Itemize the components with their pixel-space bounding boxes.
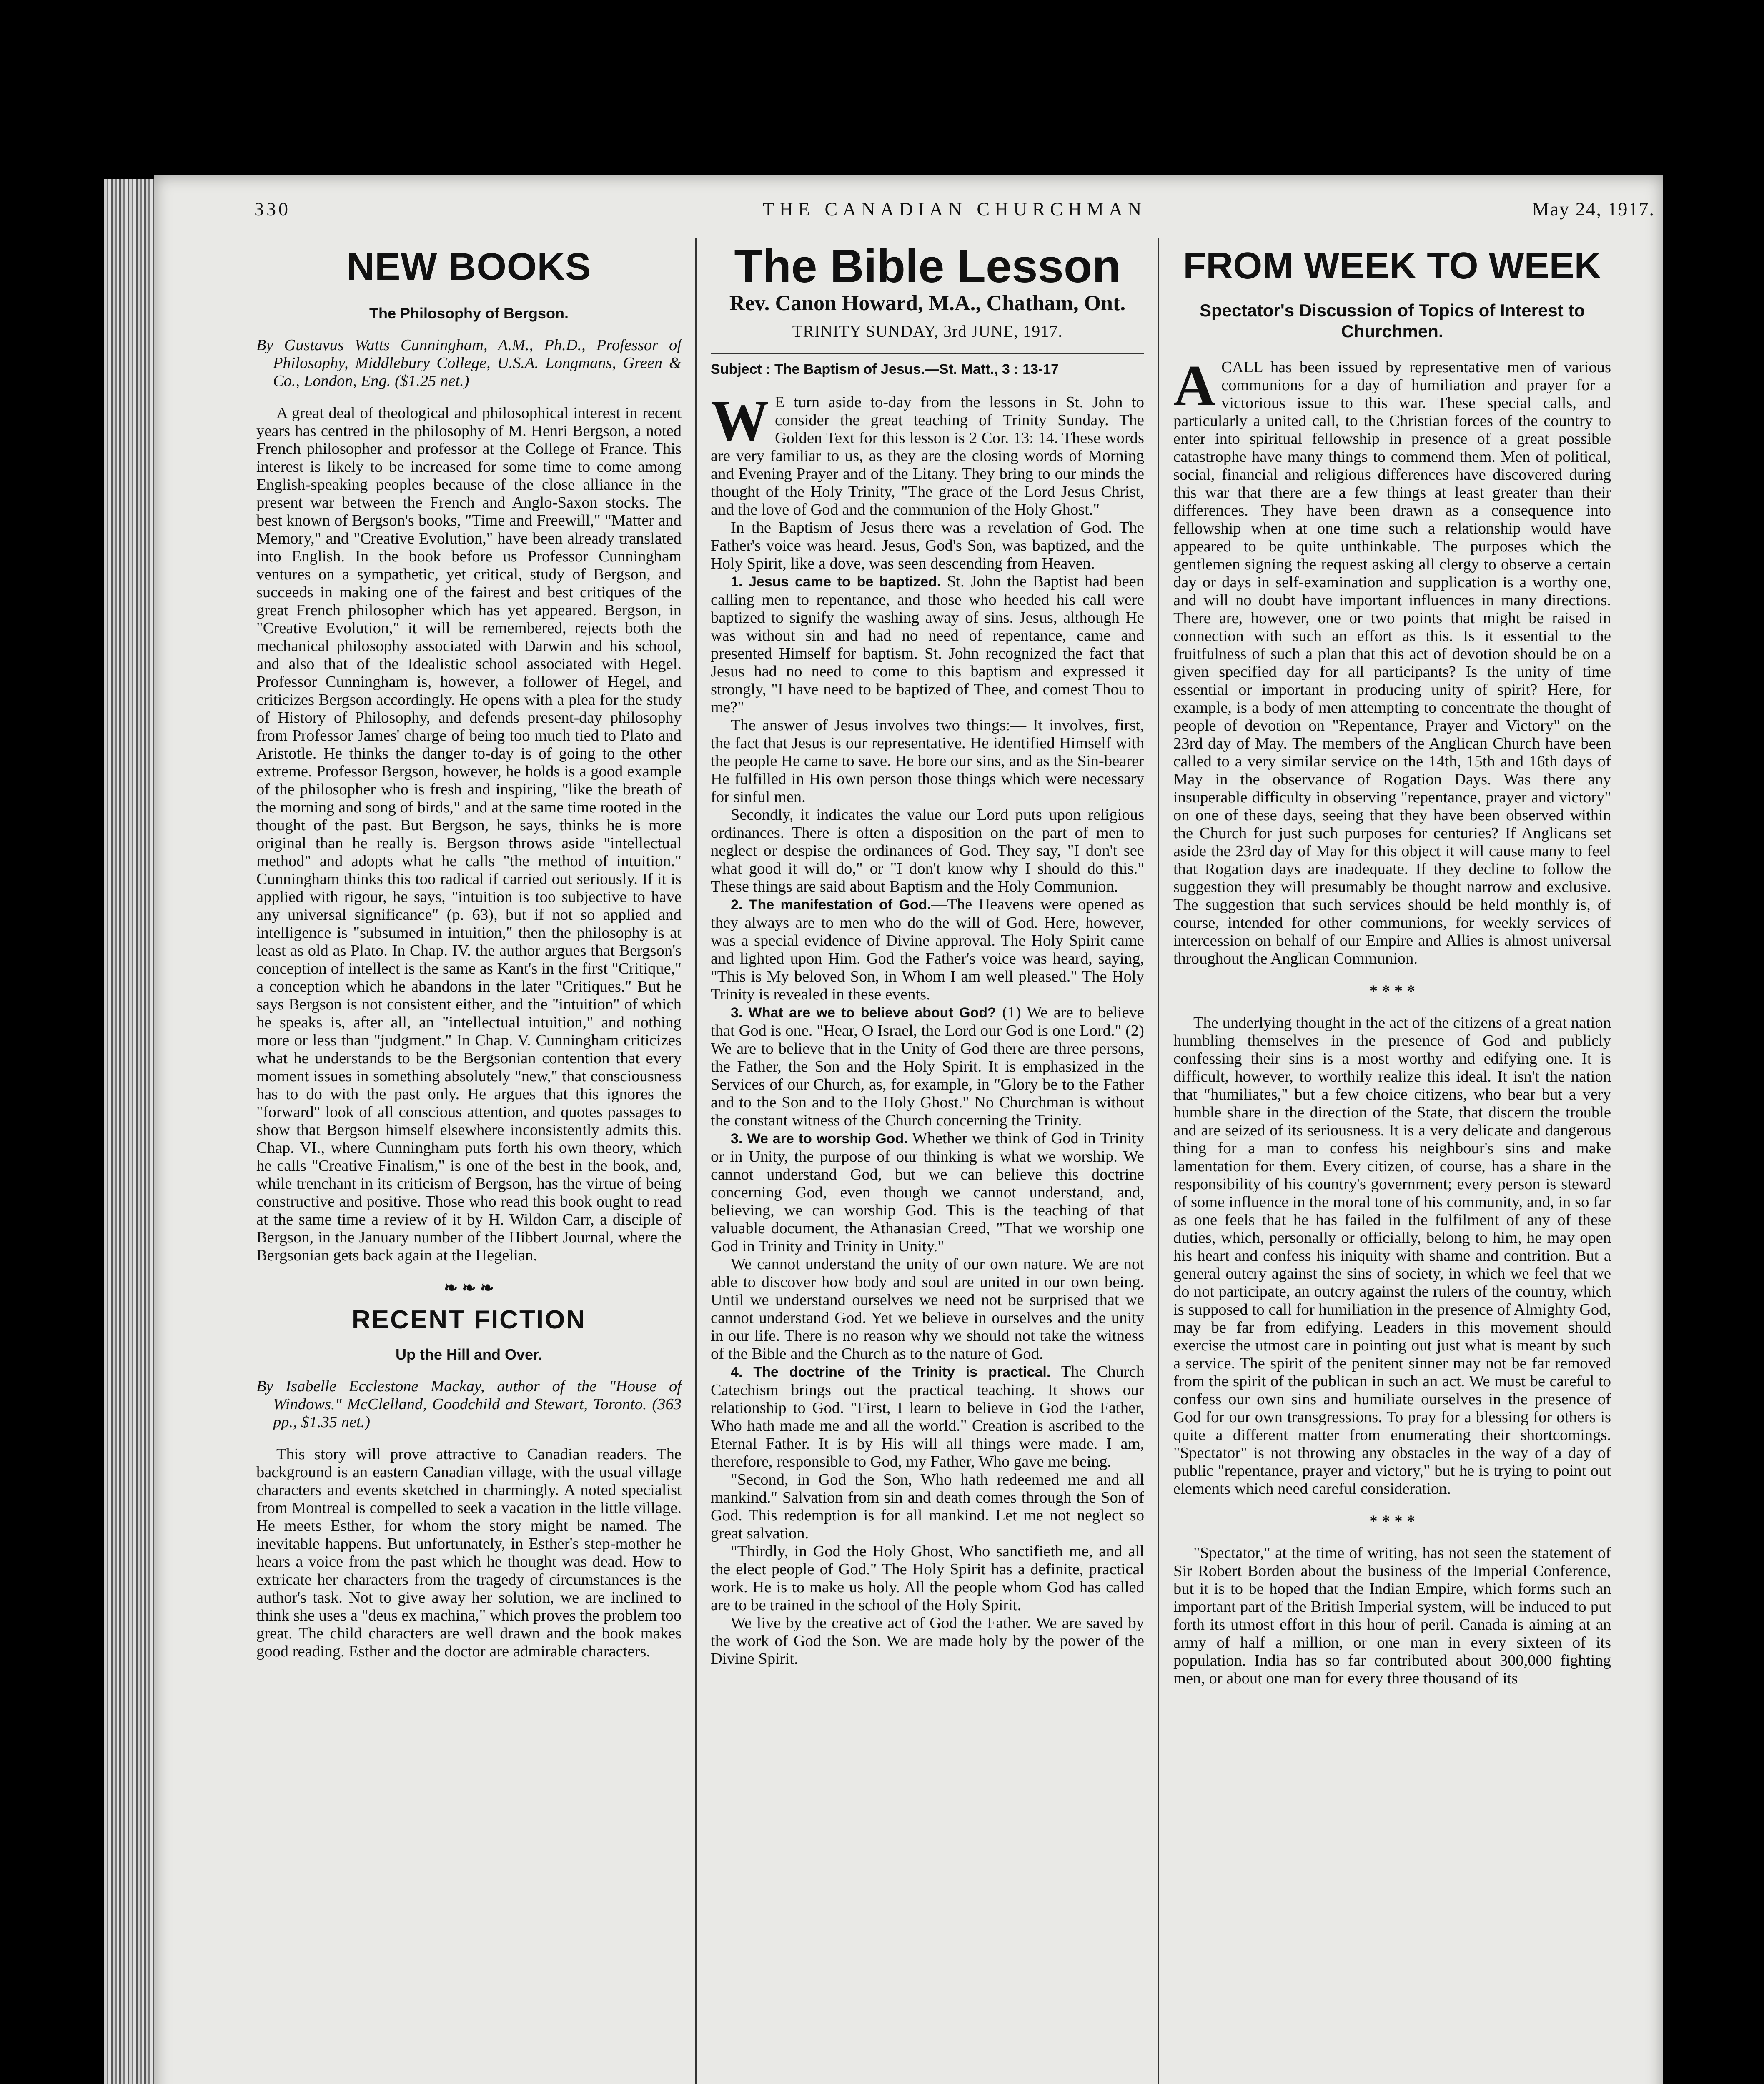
drop-cap: W bbox=[711, 388, 769, 453]
section-heading: FROM WEEK TO WEEK bbox=[1183, 245, 1601, 287]
paragraph: We cannot understand the unity of our own nature. We are not able to discover how body and soul are united in our own being. Until we understand ourselves we need not be surprised that we cannot understand God. Yet we believe in ourselves and the unity in our life. There is no reason why we should not take the witness of the Bible and the Church as to the nature of God. bbox=[711, 1255, 1144, 1363]
week-to-week-column bbox=[1173, 238, 1611, 2084]
paragraph: "Spectator," at the time of writing, has not seen the statement of Sir Robert Borden about the business of the Imperial Conference, but it is to be hoped that the Indian Empire, which forms such an important part of the British Imperial system, will be induced to put forth its utmost effort in this hour of peril. Canada is aiming at an army of half a million, or one man in every sixteen of its population. India has so far contributed about 300,000 fighting men, or about one man for every three thousand of its bbox=[1173, 1544, 1611, 1687]
section-subheading: Spectator's Discussion of Topics of Interest to Churchmen. bbox=[1199, 301, 1585, 341]
drop-cap: A bbox=[1173, 353, 1216, 418]
lesson-date: TRINITY SUNDAY, 3rd JUNE, 1917. bbox=[792, 322, 1063, 341]
section-separator: * * * * bbox=[1369, 982, 1415, 1000]
section-heading: RECENT FICTION bbox=[351, 1305, 586, 1334]
column-rule bbox=[695, 238, 697, 2084]
paragraph: Secondly, it indicates the value our Lord puts upon religious ordinances. There is often a disposition on the part of men to neglect or despise the ordinances of God. They say, "I don't see what good it will do," or "I don't know why I should do this." These things are said about Baptism and the Holy Communion. bbox=[711, 806, 1144, 895]
paragraph: 2. The manifestation of God.—The Heavens were opened as they always are to men who do the will of God. Here, however, was a special evidence of Divine approval. The Holy Spirit came and lighted upon Him. God the Father's voice was heard, saying, "This is My beloved Son, in Whom I am well pleased." The Holy Trinity is revealed in these events. bbox=[711, 896, 1144, 1003]
section-separator: * * * * bbox=[1369, 1512, 1415, 1530]
publication-title: THE CANADIAN CHURCHMAN bbox=[762, 198, 1147, 220]
paragraph: "Second, in God the Son, Who hath redeemed me and all mankind." Salvation from sin and death comes through the Son of God. This redemption is for all mankind. Let me not neglect so great salvation. bbox=[711, 1471, 1144, 1542]
paragraph: 4. The doctrine of the Trinity is practical. The Church Catechism brings out the practical teaching. It shows our relationship to God. "First, I learn to believe in God the Father, Who hath made me and all the world." Creation is ascribed to the Eternal Father. It is by His will all things were made. I am, therefore, responsible to God, my Father, Who gave me being. bbox=[711, 1363, 1144, 1470]
book-spine bbox=[104, 179, 163, 2084]
review-byline: By Gustavus Watts Cunningham, A.M., Ph.D., Professor of Philosophy, Middlebury College, U.S.A. Longmans, Green & Co., London, Eng. ($1.25 net.) bbox=[256, 336, 682, 390]
paragraph: We live by the creative act of God the Father. We are saved by the work of God the Son. We are made holy by the power of the Divine Spirit. bbox=[711, 1614, 1144, 1668]
paragraph: "Thirdly, in God the Holy Ghost, Who sanctifieth me, and all the elect people of God." The Holy Spirit has a definite, practical work. He is to make us holy. All the people whom God has called are to be trained in the school of the Holy Spirit. bbox=[711, 1543, 1144, 1614]
paragraph: ACALL has been issued by representative men of various communions for a day of humiliation and prayer for a victorious issue to this war. These special calls, and particularly a united call, to the Christian forces of the country to enter into spiritual fellowship in presence of a great possible catastrophe have many things to commend them. Men of political, social, financial and religious differences have discovered during this war that there are a few things at least greater than their differences. They have been drawn as a consequence into fellowship when at one time such a relationship would have appeared to be quite unthinkable. The purposes which the gentlemen signing the request asking all clergy to observe a certain day or days in self-examination and supplication is a worthy one, and will no doubt have important influences in many directions. There are, however, one or two points that might be raised in connection with such an effort as this. Is it essential to the fruitfulness of such a plan that this act of devotion should be on a given specified day for all participants? Is the unity of time essential or important in producing unity of spirit? Here, for example, is a body of men attempting to concentrate the thought of people of devotion on "Repentance, Prayer and Victory" on the 23rd day of May. The members of the Anglican Church have been called to a very similar service on the 14th, 15th and 16th days of May in the observance of Rogation Days. Was there any insuperable difficulty in observing "repentance, prayer and victory" on one of these days, seeing that they have been observed within the Church for just such purposes for centuries? If Anglicans set aside the 23rd day of May for this object it will cause many to feel that Rogation days are inadequate. If they decline to follow the suggestion they will presumably be thought narrow and exclusive. The suggestion that such services should be held monthly is, of course, intended for other communions, for weekly services of intercession on behalf of our Empire and Allies is almost universal throughout the Anglican Communion. bbox=[1173, 353, 1611, 967]
paragraph: In the Baptism of Jesus there was a revelation of God. The Father's voice was heard. Jesus, God's Son, was baptized, and the Holy Spirit, like a dove, was seen descending from Heaven. bbox=[711, 519, 1144, 572]
review-byline: By Isabelle Ecclestone Mackay, author of the "House of Windows." McClelland, Goodchild and Stewart, Toronto. (363 pp., $1.35 net.) bbox=[256, 1378, 682, 1431]
column-rule bbox=[1158, 238, 1159, 2084]
paragraph: 1. Jesus came to be baptized. St. John the Baptist had been calling men to repentance, and those who heeded his call were baptized to signify the washing away of sins. Jesus, although He was without sin and had no need of repentance, came and presented Himself for baptism. St. John recognized the fact that Jesus had no need to come to this baptism and expressed it strongly, "I have need to be baptized of Thee, and comest Thou to me?" bbox=[711, 573, 1144, 716]
review-title: The Philosophy of Bergson. bbox=[369, 305, 569, 322]
bible-lesson-column bbox=[711, 238, 1144, 2084]
section-heading: NEW BOOKS bbox=[346, 245, 591, 288]
paragraph: The underlying thought in the act of the citizens of a great nation humbling themselves in the presence of God and publicly confessing their sins is a most worthy and edifying one. It is difficult, however, to worthily realize this ideal. It isn't the nation that "humiliates," but a few choice citizens, who bear but a very humble share in the direction of the State, that discern the trouble and are seized of its seriousness. It is a very delicate and dangerous thing for a man to confess his neighbour's sins and make lamentation for them. Every citizen, of course, has a share in the responsibility of his country's government; every person is steward of some influence in the moral tone of his community, and, in so far as one feels that he has failed in the fulfilment of any of these duties, which, personally or officially, belong to him, he may open his heart and confess his iniquity with shame and contrition. But a general outcry against the sins of society, in which we feel that we do not participate, an outcry against the rulers of the country, which is supposed to call for humiliation in the presence of Almighty God, may be far from edifying. Leaders in this movement should exercise the utmost care in pointing out just what is meant by such a service. The spirit of the penitent sinner may not be far removed from the spirit of the publican in such an act. We must be careful to confess our own sins and humiliate ourselves in the presence of God for our own transgressions. To pray for a blessing for others is quite a different matter from enumerating their shortcomings. "Spectator" is not throwing any obstacles in the way of a day of public "repentance, prayer and victory," but he is trying to point out elements which need careful consideration. bbox=[1173, 1014, 1611, 1498]
paragraph: W E turn aside to-day from the lessons in St. John to consider the great teaching of Trinity Sunday. The Golden Text for this lesson is 2 Cor. 13: 14. These words are very familiar to us, as they are the closing words of Morning and Evening Prayer and of the Litany. They bring to our minds the thought of the Holy Trinity, "The grace of the Lord Jesus Christ, and the love of God and the communion of the Holy Ghost." bbox=[711, 388, 1144, 518]
paragraph: The answer of Jesus involves two things:— It involves, first, the fact that Jesus is our representative. He identified Himself with the people He came to save. He bore our sins, and as the Sin-bearer He fulfilled in His own person those things which were necessary for sinful men. bbox=[711, 716, 1144, 806]
review-body: A great deal of theological and philosophical interest in recent years has centred in the philosophy of M. Henri Bergson, a noted French philosopher and professor at the College of France. This interest is likely to be increased for some time to come among English-speaking peoples because of the close alliance in the present war between the French and Anglo-Saxon stocks. The best known of Bergson's books, "Time and Freewill," "Matter and Memory," and "Creative Evolution," have been already translated into English. In the book before us Professor Cunningham ventures on a sympathetic, yet critical, study of Bergson, and succeeds in making one of the fairest and best critiques of the great French philosopher which has yet appeared. Bergson, in "Creative Evolution," it will be remembered, rejects both the mechanical philosophy associated with Darwin and his school, and also that of the Idealistic school associated with Hegel. Professor Cunningham is, however, a follower of Hegel, and criticizes Bergson accordingly. He opens with a plea for the study of History of Philosophy, and defends present-day philosophy from Professor James' charge of being too much tied to Plato and Aristotle. He thinks the danger to-day is of going to the other extreme. Professor Bergson, however, he holds is a good example of the philosopher who is fresh and inspiring, "like the breath of the morning and song of birds," and at the same time rooted in the thought of the past. But Bergson, he says, thinks he is more original than he really is. Bergson throws aside "intellectual method" and adopts what he calls "the method of intuition." Cunningham thinks this too radical if carried out seriously. If it is applied with rigour, he says, "intuition is too subjective to have any universal significance" (p. 63), but if not so applied and intelligence is "subsumed in intuition," then the philosophy is at least as old as Plato. In Chap. IV. the author argues that Bergson's conception of intellect is the same as Kant's in the first "Critique," a conception which he abandons in the later "Critiques." But he says Bergson is not consistent either, and the "intuition" of which he speaks is, after all, an "intellectual intuition," and nothing more or less than "judgment." In Chap. V. Cunningham criticizes what he understands to be the Bergsonian contention that every moment issues in something absolutely "new," that consciousness has to do with the past only. He argues that this ignores the "forward" look of all conscious attention, and quotes passages to show that Bergson himself elsewhere inconsistently admits this. Chap. VI., where Cunningham puts forth his own theory, which he calls "Creative Finalism," is one of the best in the book, and, while trenchant in its criticism of Bergson, has the virtue of being constructive and positive. Those who read this book ought to read at the same time a review of it by H. Wildon Carr, a disciple of Bergson, in the January number of the Hibbert Journal, where the Bergsonian gets back again at the Hegelian. bbox=[256, 404, 682, 1264]
paragraph: 3. We are to worship God. Whether we think of God in Trinity or in Unity, the purpose of our thinking is what we worship. We cannot understand God, but we can believe this doctrine concerning God, even though we cannot understand, and, believing, we can worship God. This is the teaching of that valuable document, the Athanasian Creed, "That we worship one God in Trinity and Trinity in Unity." bbox=[711, 1130, 1144, 1255]
author-line: Rev. Canon Howard, M.A., Chatham, Ont. bbox=[729, 291, 1126, 315]
page-number: 330 bbox=[254, 198, 291, 220]
issue-date: May 24, 1917. bbox=[1532, 198, 1655, 220]
review-title: Up the Hill and Over. bbox=[395, 1346, 543, 1363]
section-heading: The Bible Lesson bbox=[734, 240, 1121, 292]
paragraph: 3. What are we to believe about God? (1) We are to believe that God is one. "Hear, O Israel, the Lord our God is one Lord." (2) We are to believe that in the Unity of God there are three persons, the Father, the Son and the Holy Spirit. It is emphasized in the Services of our Church, as, for example, in "Glory be to the Father and to the Son and to the Holy Ghost." No Churchman is without the constant witness of the Church concerning the Trinity. bbox=[711, 1004, 1144, 1129]
new-books-column bbox=[256, 238, 682, 2084]
newspaper-page bbox=[154, 175, 1663, 2084]
lesson-subject: Subject : The Baptism of Jesus.—St. Matt., 3 : 13-17 bbox=[711, 353, 1144, 378]
review-body: This story will prove attractive to Canadian readers. The background is an eastern Canadian village, with the usual village characters and events sketched in charmingly. A noted specialist from Montreal is compelled to seek a vacation in the little village. He meets Esther, for whom the story might be named. The inevitable happens. But unfortunately, in Esther's step-mother he hears a voice from the past which he thought was dead. How to extricate her characters from the tragedy of circumstances is the author's task. Not to give away her solution, we are inclined to think she uses a "deus ex machina," which proves the problem too great. The child characters are well drawn and the book makes good reading. Esther and the doctor are admirable characters. bbox=[256, 1445, 682, 1660]
ornament: ❧ ❧ ❧ bbox=[444, 1278, 494, 1297]
page-header bbox=[254, 198, 1655, 227]
